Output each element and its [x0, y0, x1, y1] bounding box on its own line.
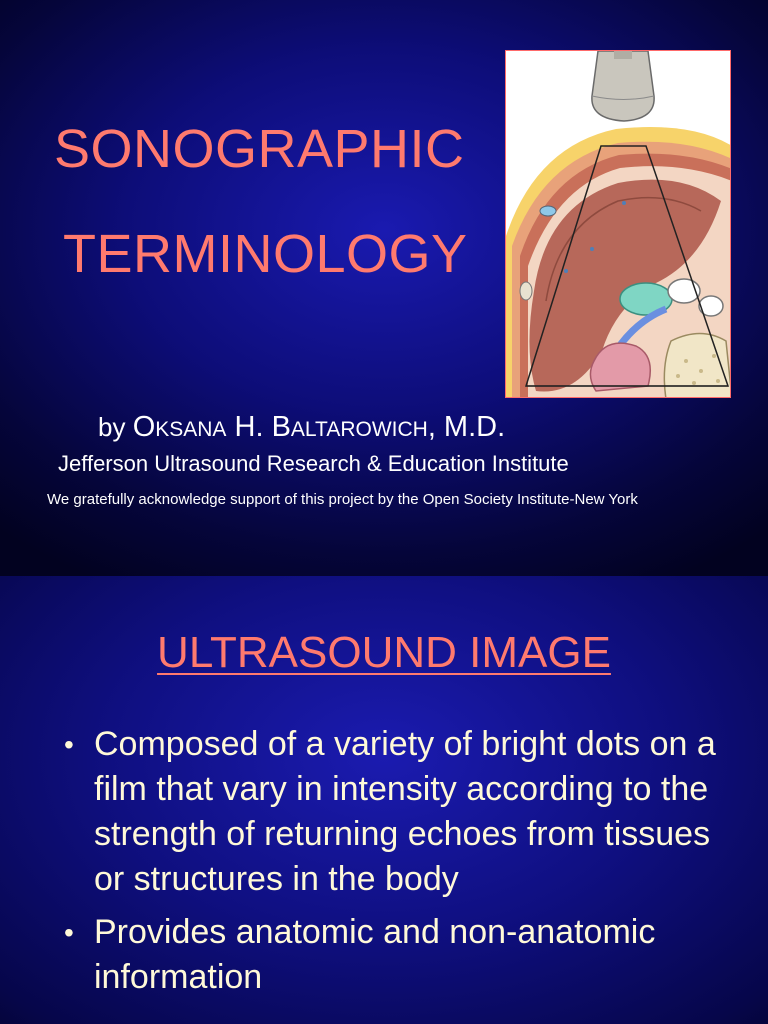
- title-line-1: SONOGRAPHIC: [54, 119, 465, 179]
- bullet-icon: •: [64, 729, 74, 760]
- bullet-text: Composed of a variety of bright dots on a film that vary in intensity according to the strength of returning echoes from tissues or structures in the body: [94, 725, 716, 898]
- slide-heading: [0, 628, 768, 678]
- content-slide: [0, 576, 768, 1024]
- title-line-2: TERMINOLOGY: [63, 224, 468, 284]
- byline-suffix: , M.D.: [427, 411, 506, 443]
- author-byline: [98, 411, 505, 444]
- bullet-icon: •: [64, 917, 74, 948]
- institute-name: Jefferson Ultrasound Research & Education Institute: [58, 451, 569, 476]
- byline-first-name: KSANA: [155, 418, 227, 441]
- bullet-text: Provides anatomic and non-anatomic information: [94, 913, 656, 996]
- list-item: [62, 722, 742, 902]
- ultrasound-illustration: [505, 50, 731, 398]
- acknowledgement-text: We gratefully acknowledge support of this project by the Open Society Institute-New York: [47, 491, 638, 508]
- byline-prefix: by: [98, 412, 133, 442]
- byline-last-name: ALTAROWICH: [290, 418, 428, 441]
- transducer-icon: [592, 51, 654, 121]
- byline-initial-b: B: [271, 411, 291, 443]
- list-item: [62, 910, 742, 1000]
- byline-middle-initial: H.: [226, 411, 272, 443]
- byline-initial-o: O: [132, 411, 156, 443]
- bullet-list: [62, 722, 742, 1008]
- slide-heading-text: ULTRASOUND IMAGE: [157, 628, 611, 677]
- ultrasound-illustration-graphic: [506, 51, 731, 398]
